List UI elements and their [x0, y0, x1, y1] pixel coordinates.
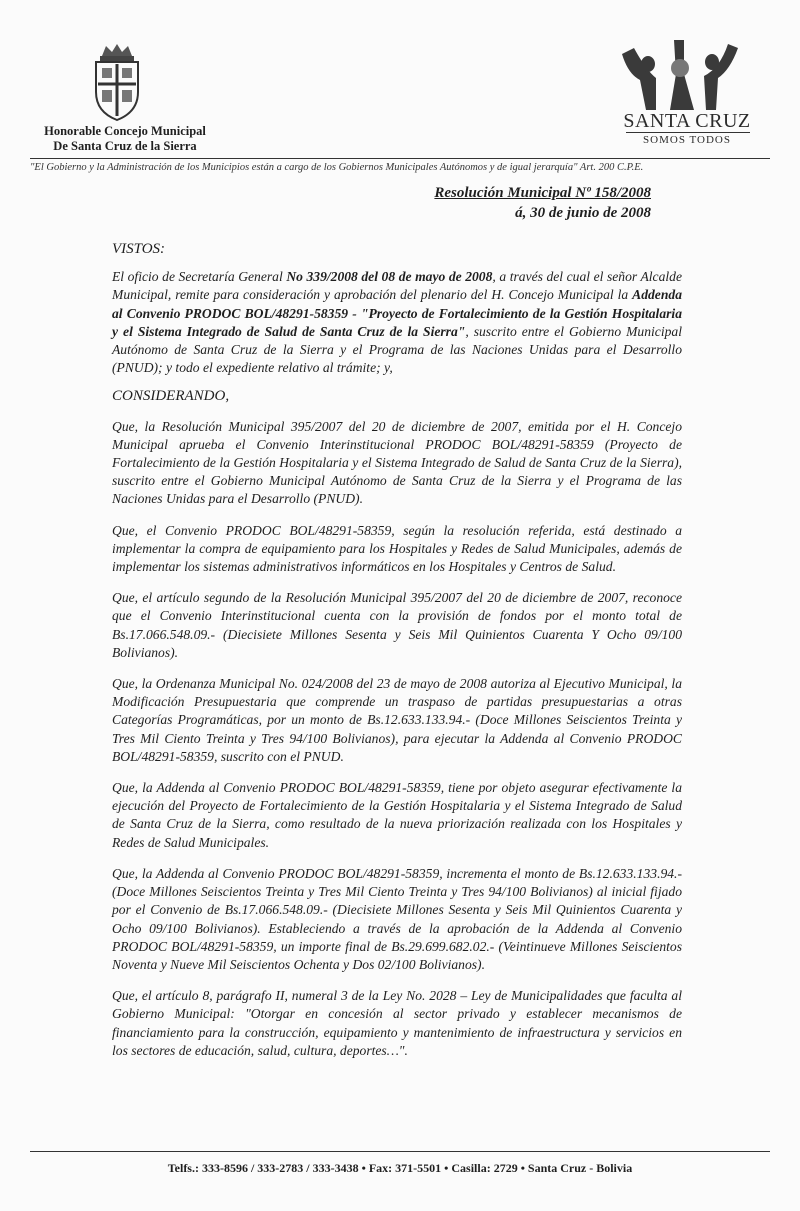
document-body [112, 240, 682, 1060]
considerando-paragraph: Que, el artículo segundo de la Resolución Municipal 395/2007 del 20 de diciembre de 2007, reconoce que el Convenio Interinstitucional cuenta con la provisión de fondos por el monto total de Bs.17.066.548.09.- (Diecisiete Millones Sesenta y Seis Mil Quinientos Cuarenta Y Ocho 09/100 Bolivianos). [112, 590, 682, 660]
considerando-paragraph: Que, la Ordenanza Municipal No. 024/2008 del 23 de mayo de 2008 autoriza al Ejecutivo Municipal, la Modificación Presupuestaria que comprende un traspaso de partidas presupuestarias a otras Categorías Programáticas, por un monto de Bs.12.633.133.94.- (Doce Millones Seiscientos Treinta y Tres Mil Ciento Treinta y Tres 94/100 Bolivianos), para ejecutar la Addenda al Convenio PRODOC BOL/48291-58359, suscrito con el PNUD. [112, 676, 682, 764]
org-line-2: De Santa Cruz de la Sierra [53, 139, 197, 153]
vistos-bold-1: No 339/2008 del 08 de mayo de 2008 [286, 269, 493, 285]
considerando-paragraph: Que, la Addenda al Convenio PRODOC BOL/48291-58359, tiene por objeto asegurar efectivamente la ejecución del Proyecto de Fortalecimiento de la Gestión Hospitalaria y el Sistema Integrado de Salud de Santa Cruz de la Sierra, como resultado de la nueva priorización realizada con los Hospitales y Redes de Salud Municipales. [112, 780, 682, 850]
org-line-1: Honorable Concejo Municipal [44, 124, 206, 138]
considerando-paragraph: Que, la Addenda al Convenio PRODOC BOL/48291-58359, incrementa el monto de Bs.12.633.133.94.- (Doce Millones Seiscientos Treinta y Tres Mil Ciento Treinta y Tres 94/100 Bolivianos) al inicial fijado por el Convenio de Bs.17.066.548.09.- (Diecisiete Millones Sesenta y Seis Mil Quinientos Cuarenta y Ocho 09/100 Bolivianos). Estableciendo a través de la aprobación de la Addenda al Convenio PRODOC BOL/48291-58359, un importe final de Bs.29.699.682.02.- (Veintinueve Millones Seiscientos Noventa y Nueve Mil Seiscientos Ochenta y Dos 02/100 Bolivianos). [112, 865, 682, 972]
footer-contact: Telfs.: 333-8596 / 333-2783 / 333-3438 • Fax: 371-5501 • Casilla: 2729 • Santa Cruz - Bolivia [167, 1161, 633, 1175]
brand-slogan: SOMOS TODOS [643, 134, 731, 146]
resolution-date: á, 30 de junio de 2008 [515, 205, 651, 221]
brand-name: SANTA CRUZ [623, 110, 751, 132]
vistos-text-3: , suscrito entre el Gobierno Municipal Autónomo de Santa Cruz de la Sierra y el Programa de las Naciones Unidas para el Desarrollo (PNUD); y todo el expediente relativo al trámite; y, [112, 323, 682, 376]
brand-divider [626, 132, 750, 133]
resolution-title: Resolución Municipal Nº 158/2008 [434, 185, 651, 201]
considerando-paragraph: Que, la Resolución Municipal 395/2007 del 20 de diciembre de 2007, emitida por el H. Concejo Municipal aprueba el Convenio Interinstitucional PRODOC BOL/48291-58359 (Proyecto de Fortalecimiento de la Gestión Hospitalaria y el Sistema Integrado de Salud de Santa Cruz de la Sierra), suscrito entre el Gobierno Municipal Autónomo de Santa Cruz de la Sierra y el Programa de las Naciones Unidas para el Desarrollo (PNUD). [112, 418, 682, 507]
vistos-heading: VISTOS: [112, 241, 166, 257]
vistos-paragraph [112, 268, 682, 377]
considerando-paragraph: Que, el Convenio PRODOC BOL/48291-58359, según la resolución referida, está destinado a implementar la compra de equipamiento para los Hospitales y Redes de Salud Municipales, además de implementar los sistemas administrativos informáticos en los Hospitales y Centros de Salud. [112, 522, 682, 575]
considerando-paragraph: Que, el artículo 8, parágrafo II, numeral 3 de la Ley No. 2028 – Ley de Municipalidades que faculta al Gobierno Municipal: "Otorgar en concesión al sector privado y establecer mecanismos de financiamiento para la construcción, equipamiento y mantenimiento de infraestructura y servicios en los sectores de educación, salud, cultura, deportes…". [112, 988, 682, 1058]
organization-name [30, 124, 220, 154]
header-rule [30, 158, 770, 159]
santa-cruz-figures-logo [600, 34, 760, 122]
footer-rule [30, 1151, 770, 1152]
vistos-text-1: El oficio de Secretaría General [112, 269, 287, 285]
vistos-text-2: , a través del cual el señor Alcalde Municipal, remite para consideración y aprobación del plenario del H. Concejo Municipal la [112, 269, 682, 303]
considerando-heading: CONSIDERANDO, [112, 388, 230, 405]
coat-of-arms-logo [88, 42, 146, 122]
constitution-quote: "El Gobierno y la Administración de los Municipios están a cargo de los Gobiernos Municipales Autónomos y de igual jerarquía" Art. 200 C.P.E. [30, 162, 644, 173]
vistos-bold-2: Addenda al Convenio PRODOC BOL/48291-58359 - "Proyecto de Fortalecimiento de la Gestión Hospitalaria y el Sistema Integrado de Salud de Santa Cruz de la Sierra" [112, 287, 682, 339]
